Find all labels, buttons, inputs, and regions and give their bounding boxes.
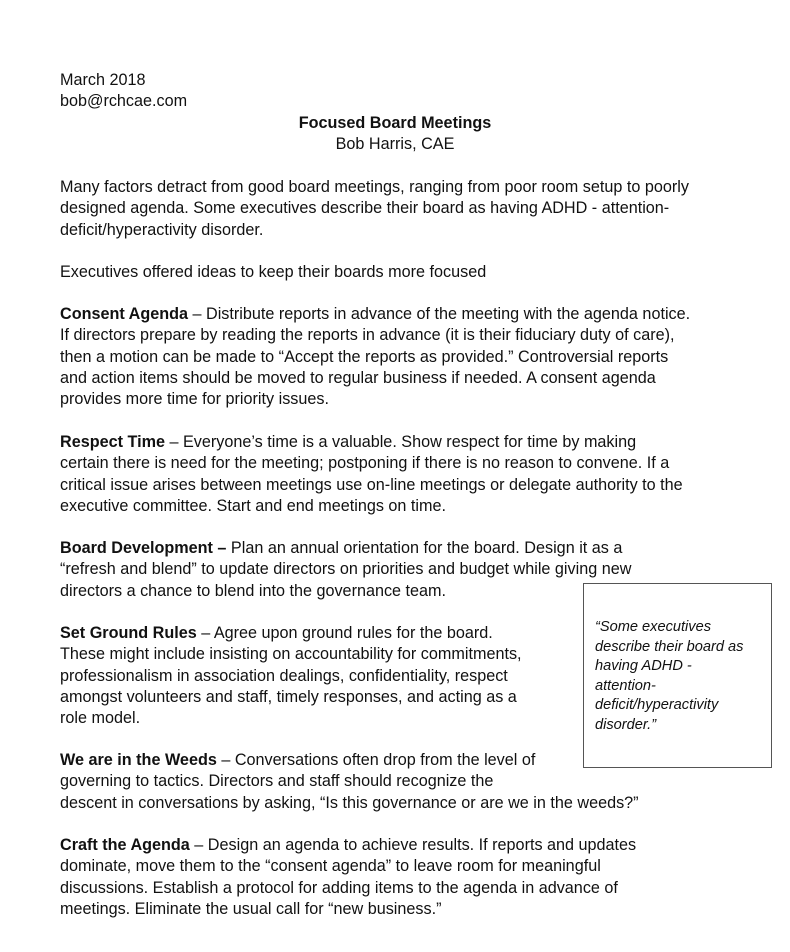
intro-line: designed agenda. Some executives describe their board as having ADHD - attention- xyxy=(60,199,670,218)
section-heading: We are in the Weeds xyxy=(60,751,217,769)
section-line: executive committee. Start and end meetings on time. xyxy=(60,496,446,515)
section-line: provides more time for priority issues. xyxy=(60,390,329,409)
section-first-line xyxy=(60,432,683,453)
section-line: certain there is need for the meeting; postponing if there is no reason to convene. If a xyxy=(60,454,670,473)
section-text: – Distribute reports in advance of the meeting with the agenda notice. xyxy=(188,305,691,323)
section-line: critical issue arises between meetings use on-line meetings or delegate authority to the xyxy=(60,475,683,494)
document-author: Bob Harris, CAE xyxy=(335,135,455,153)
section-text: – Design an agenda to achieve results. If reports and updates xyxy=(189,836,637,854)
section-first-line xyxy=(60,835,636,856)
section-text: – Everyone’s time is a valuable. Show respect for time by making xyxy=(164,433,637,451)
lead-sentence: Executives offered ideas to keep their boards more focused xyxy=(60,263,487,281)
document-title: Focused Board Meetings xyxy=(298,114,492,132)
section-respect-time xyxy=(60,432,683,517)
section-line: then a motion can be made to “Accept the reports as provided.” Controversial reports xyxy=(60,347,669,366)
pull-quote-box xyxy=(583,583,772,768)
pull-quote-line: having ADHD - xyxy=(595,658,692,674)
pull-quote-line: describe their board as xyxy=(595,638,744,655)
pull-quote-line: disorder.” xyxy=(595,716,657,733)
section-consent-agenda xyxy=(60,304,690,410)
pull-quote-line: attention- xyxy=(595,677,656,694)
section-line: professionalism in association dealings, confidentiality, respect xyxy=(60,666,508,685)
section-first-line xyxy=(60,304,690,325)
section-in-the-weeds xyxy=(60,750,639,814)
section-line: meetings. Eliminate the usual call for “new business.” xyxy=(60,899,442,918)
section-heading: Board Development – xyxy=(60,539,227,557)
intro-paragraph xyxy=(60,177,689,241)
intro-line: Many factors detract from good board meetings, ranging from poor room setup to poorly xyxy=(60,178,689,196)
section-set-ground-rules xyxy=(60,623,522,729)
section-board-development xyxy=(60,538,631,602)
section-heading: Craft the Agenda xyxy=(60,836,190,854)
section-text: Plan an annual orientation for the board. Design it as a xyxy=(226,539,623,557)
section-line: directors a chance to blend into the governance team. xyxy=(60,581,447,600)
document-date: March 2018 xyxy=(60,71,146,89)
pull-quote-line: deficit/hyperactivity xyxy=(595,697,719,713)
section-first-line xyxy=(60,623,522,644)
section-line: If directors prepare by reading the reports in advance (it is their fiduciary duty of care), xyxy=(60,326,675,345)
section-first-line xyxy=(60,750,639,771)
section-line: dominate, move them to the “consent agenda” to leave room for meaningful xyxy=(60,857,601,876)
pull-quote-text xyxy=(595,618,743,735)
section-line: governing to tactics. Directors and staff should recognize the xyxy=(60,772,494,791)
author-email: bob@rchcae.com xyxy=(60,92,188,110)
section-line: amongst volunteers and staff, timely responses, and acting as a xyxy=(60,687,517,706)
section-line: These might include insisting on accountability for commitments, xyxy=(60,645,522,664)
section-line: and action items should be moved to regular business if needed. A consent agenda xyxy=(60,368,656,387)
intro-line: deficit/hyperactivity disorder. xyxy=(60,220,264,239)
section-text: – Conversations often drop from the level of xyxy=(216,751,536,769)
section-line: discussions. Establish a protocol for adding items to the agenda in advance of xyxy=(60,878,618,897)
section-line: “refresh and blend” to update directors on priorities and budget while giving new xyxy=(60,560,632,579)
section-heading: Set Ground Rules xyxy=(60,624,197,642)
pull-quote-line: “Some executives xyxy=(595,619,711,635)
section-heading: Consent Agenda xyxy=(60,305,189,323)
section-craft-the-agenda xyxy=(60,835,636,920)
section-first-line xyxy=(60,538,631,559)
section-line: descent in conversations by asking, “Is this governance or are we in the weeds?” xyxy=(60,793,639,812)
section-line: role model. xyxy=(60,709,141,728)
section-heading: Respect Time xyxy=(60,433,165,451)
section-text: – Agree upon ground rules for the board. xyxy=(196,624,493,642)
